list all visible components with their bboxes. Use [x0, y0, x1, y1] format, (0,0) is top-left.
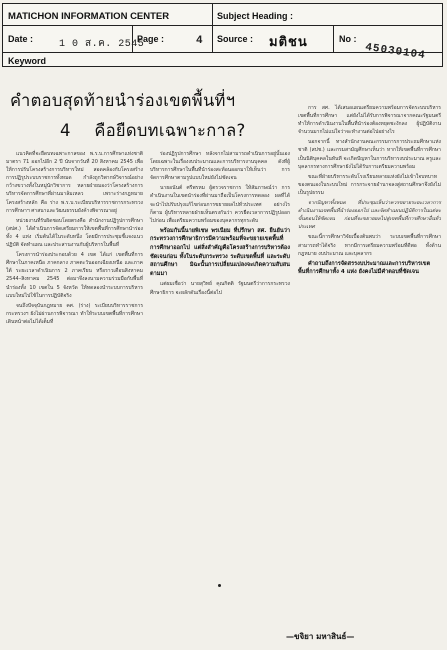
paragraph: การ สศ. ได้เสนอแผนเตรียมความพร้อมการจัดระบบบริหารเขตพื้นที่การศึกษา แต่ยังไม่ได้รับการพิจารณาจากคณะรัฐมนตรี ทำให้การดำเนินงานในพื้นที่นำร่องต้องหยุดชะงักลง ผู้ปฏิบัติงานจำนวนมากไม่แน่ใจว่าจะทำงานต่อไปอย่างไร: [298, 105, 441, 136]
page-dot: [218, 584, 221, 587]
page-label: Page :: [137, 34, 165, 44]
source-label: Source :: [217, 34, 254, 44]
header-divider: [3, 25, 442, 26]
paragraph: นายอนันต์ ศรีพรหม ผู้ตรวจราชการ ให้สัมภาษณ์ว่า การดำเนินงานในเขตนำร่องที่ผ่านมาถือเป็นโครงการทดลอง ผลที่ได้จะนำไปปรับปรุงแก้ไขก่อนการขยายผลไปทั่วประเทศ อย่างไรก็ตาม ผู้บริหารหลายฝ่ายเห็นตรงกันว่า ควรยืดเวลาการปฏิรูปออกไปก่อน เพื่อเตรียมความพร้อมของบุคลากรทุกระดับ: [150, 185, 290, 224]
article-title-line-1: คำตอบสุดท้ายนำร่องเขตพื้นที่ฯ: [10, 91, 236, 110]
bold-paragraph: พร้อมกันนี้นายพิเชษ พรเนียม ที่ปรึกษา สศ. ยืนยันว่ากระทรวงการศึกษาธิการมีความพร้อมที่จะขยายเขตพื้นที่การศึกษาออกไป แต่สิ่งสำคัญคือโครงสร้างการบริหารต้องชัดเจนก่อน ทั้งในระดับกระทรวง ระดับเขตพื้นที่ และระดับสถานศึกษา มิฉะนั้นการเปลี่ยนแปลงจะเกิดความสับสนตามมา: [150, 227, 290, 277]
bold-paragraph: คำถามถึงการจัดสรรงบประมาณและการบริหารเขตพื้นที่การศึกษาทั้ง 4 แห่ง ยังคงไม่มีคำตอบที่ชัดเจน: [298, 260, 431, 276]
paragraph: แนวคิดที่จะยืดบทเฉพาะกาลของ พ.ร.บ.การศึกษาแห่งชาติ มาตรา 71 ออกไปอีก 2 ปี นับจากวันที่ 20 สิงหาคม 2545 เพื่อให้การปรับโครงสร้างการบริหารใหม่ สอดคล้องกับโครงสร้างการปฏิรูประบบราชการทั้งหมด กำลังถูกวิพากษ์วิจารณ์อย่างกว้างขวางทั้งในหมู่นักวิชาการ หลายฝ่ายมองว่าโครงสร้างการบริหารจัดการศึกษาที่ผ่านมาล้มเหลว เพราะร่างกฎหมายโครงสร้างหลัก คือ ร่าง พ.ร.บ.ระเบียบบริหารราชการกระทรวงการศึกษาฯ ศาสนาและวัฒนธรรมยังค้างพิจารณาอยู่: [6, 151, 143, 214]
article-title-line-2: [60, 118, 246, 144]
header-divider: [212, 4, 213, 52]
date-label: Date :: [8, 34, 34, 44]
clipping-header-form: [2, 3, 443, 67]
header-divider: [333, 25, 334, 52]
paragraph: ร่องปฏิรูปการศึกษา หลังจากไม่สามารถดำเนินการอยู่นั้นเอง โดยเฉพาะในเรื่องงบประมาณและการบริหารงานบุคคล ดังที่ผู้บริหารการศึกษาในพื้นที่นำร่องสะท้อนออกมาให้เห็นว่า การจัดการศึกษาตามรูปแบบใหม่ยังไม่ชัดเจน: [150, 151, 290, 182]
paragraph: ขณะที่ฝ่ายบริหารระดับโรงเรียนหลายแห่งยังไม่เข้าใจบทบาทของตนเองในระบบใหม่ การกระจายอำนาจลงสู่สถานศึกษาจึงยังไม่เป็นรูปธรรม: [298, 173, 441, 196]
paragraph: ขณะนี้การศึกษาวิจัยเบื้องต้นพบว่า ระบบเขตพื้นที่การศึกษาสามารถทำได้จริง หากมีการเตรียมความพร้อมที่ดีพอ ทั้งด้านกฎหมาย งบประมาณ และบุคลากร: [298, 234, 441, 257]
article-column-left: [6, 150, 143, 328]
article-title-number: 4: [60, 121, 71, 140]
article-title-text: คือยืดบทเฉพาะกาล?: [94, 121, 246, 140]
article-column-middle: [150, 150, 290, 299]
author-signature: —ขจิยา มหาสินธ์—: [286, 632, 355, 641]
number-stamp: 45030104: [364, 41, 427, 63]
paragraph: จนถึงปัจจุบันกฎหมาย คศ. (ร่าง) ระเบียบบริหารราชการกระทรวงฯ ยังไม่ผ่านการพิจารณา ทำให้ระบบเขตพื้นที่การศึกษาเดินหน้าต่อไม่ได้เต็มที่: [6, 302, 143, 325]
page-value: 4: [196, 35, 204, 47]
italic-paragraph: จากปัญหาทั้งหมด ที่ประชุมเห็นว่าควรขยายระยะเวลาการดำเนินงานเขตพื้นที่นำร่องออกไป และจัดทำแผนปฏิบัติการในแต่ละขั้นตอนให้ชัดเจน ก่อนที่จะขยายผลไปสู่เขตพื้นที่การศึกษาอื่นทั่วประเทศ: [298, 200, 441, 231]
paragraph: หน่วยงานที่รับผิดชอบโดยตรงคือ สำนักงานปฏิรูปการศึกษา (สปศ.) ได้ดำเนินการจัดเตรียมการให้เขตพื้นที่การศึกษานำร่องทั้ง 4 แห่ง เริ่มต้นได้ในระดับหนึ่ง โดยมีการประชุมชี้แจงแนวปฏิบัติ จัดทำแผน และประสานงานกับผู้บริหารในพื้นที่: [6, 217, 143, 249]
article-column-right: [298, 104, 441, 279]
date-value: 1 0 ส.ค. 2545: [59, 39, 145, 50]
keyword-label: Keyword: [8, 56, 47, 66]
org-name: MATICHON INFORMATION CENTER: [8, 11, 170, 22]
paragraph: โครงการนำร่องประกอบด้วย 4 เขต ได้แก่ เขตพื้นที่การศึกษาในภาคเหนือ ภาคกลาง ภาคตะวันออกเฉียงเหนือ และภาคใต้ ระยะเวลาดำเนินการ 2 ภาคเรียน หรือราวเดือนสิงหาคม 2544–สิงหาคม 2545 ต่อมาจึงลงนามความร่วมมือกับพื้นที่นำร่องทั้ง 10 เขตใน 5 จังหวัด ให้ทดลองนำระบบการบริหารแบบใหม่ไปใช้ในการปฏิบัติจริง: [6, 252, 143, 299]
paragraph: นอกจากนี้ ทางสำนักงานคณะกรรมการการประถมศึกษาแห่งชาติ (สปช.) และกรมสามัญศึกษาเห็นว่า หากให้เขตพื้นที่การศึกษาเป็นนิติบุคคลในทันที จะเกิดปัญหาในการบริหารงบประมาณ ครูและบุคลากรทางการศึกษายังไม่ได้รับการเตรียมความพร้อม: [298, 139, 442, 170]
paragraph: แต่ผมเชื่อว่า นายสุวิทย์ คุณกิตติ รัฐมนตรีว่าการกระทรวงศึกษาธิการ จะผลักดันเรื่องนี้ต่อไป: [150, 281, 290, 296]
number-label: No :: [339, 34, 357, 44]
subject-heading-label: Subject Heading :: [217, 11, 294, 21]
source-value: มติชน: [269, 34, 308, 49]
